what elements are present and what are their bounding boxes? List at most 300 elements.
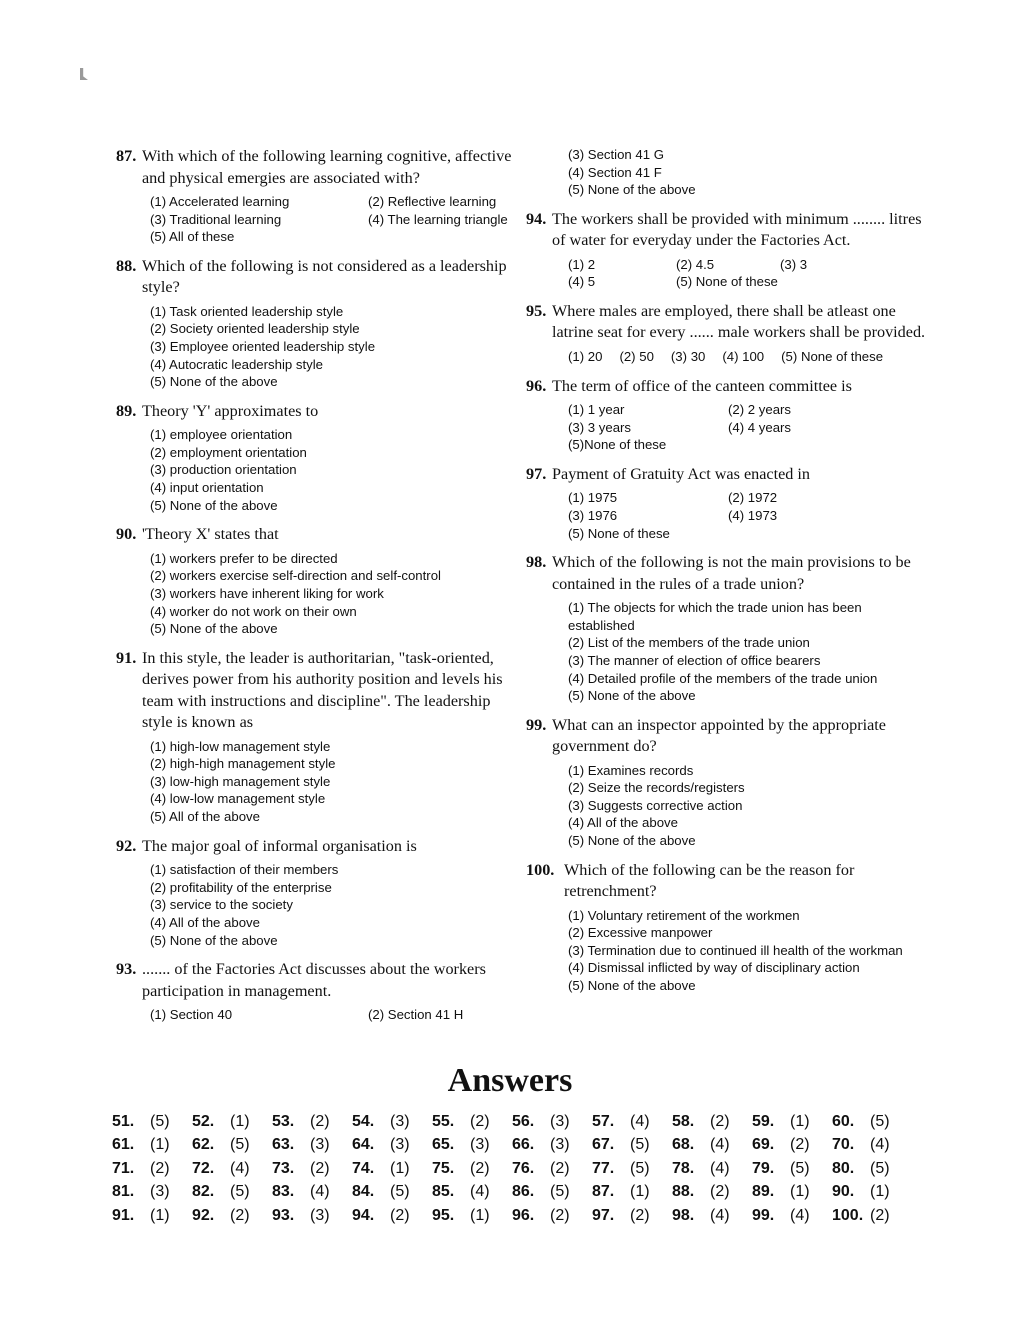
answer-question-number: 73. [272, 1159, 295, 1177]
answer-question-number: 63. [272, 1136, 295, 1154]
answer-question-number: 59. [752, 1112, 775, 1130]
option-2: (2) List of the members of the trade union [568, 635, 810, 651]
answer-cell [192, 1160, 272, 1178]
question-header [116, 524, 514, 546]
answer-cell [832, 1207, 912, 1225]
answer-question-number: 99. [752, 1206, 775, 1224]
question-text: Payment of Gratuity Act was enacted in [552, 464, 811, 483]
answer-question-number: 58. [672, 1112, 695, 1130]
answer-value: (2) [550, 1206, 570, 1224]
question-number: 89. [116, 401, 137, 420]
answer-cell [352, 1113, 432, 1131]
answer-question-number: 100. [832, 1206, 864, 1224]
answer-question-number: 90. [832, 1183, 855, 1201]
answer-cell [272, 1160, 352, 1178]
answer-options [150, 1006, 514, 1024]
answer-cell [672, 1113, 752, 1131]
answer-cell [192, 1183, 272, 1201]
answer-value: (2) [470, 1159, 490, 1177]
answer-value: (4) [630, 1112, 650, 1130]
answer-value: (5) [230, 1136, 250, 1154]
answer-value: (2) [150, 1159, 170, 1177]
answer-cell [432, 1136, 512, 1154]
option-2: (2) Society oriented leadership style [150, 321, 360, 337]
option-2: (2) workers exercise self-direction and self-control [150, 568, 441, 584]
option-5: (5) None of the above [150, 932, 278, 948]
answer-row [112, 1204, 912, 1228]
answer-question-number: 64. [352, 1136, 375, 1154]
question-header [526, 301, 926, 344]
question-text: In this style, the leader is authoritarian, "task-oriented, derives power from his authority position and levels his team with instructions and discipline". The leadership style is known as [142, 648, 503, 732]
option-3: (3) service to the society [150, 897, 293, 913]
answer-cell [512, 1160, 592, 1178]
answer-value: (2) [550, 1159, 570, 1177]
question-header [116, 836, 514, 858]
answer-question-number: 69. [752, 1136, 775, 1154]
answer-question-number: 65. [432, 1136, 455, 1154]
answer-cell [592, 1136, 672, 1154]
question-number: 90. [116, 525, 137, 544]
answer-value: (3) [390, 1112, 410, 1130]
answer-value: (3) [550, 1112, 570, 1130]
question-text: Which of the following is not the main provisions to be contained in the rules of a trade union? [552, 553, 911, 593]
answer-value: (2) [710, 1183, 730, 1201]
option-4: (4) Dismissal inflicted by way of disciplinary action [568, 960, 860, 976]
question-header [116, 146, 514, 189]
question-number: 92. [116, 836, 137, 855]
answer-cell [112, 1136, 192, 1154]
answer-options [150, 193, 514, 246]
option-3: (3) Traditional learning [150, 211, 282, 227]
answer-options [150, 550, 514, 638]
answer-cell [672, 1160, 752, 1178]
answer-value: (3) [390, 1136, 410, 1154]
option-4: (4) input orientation [150, 480, 264, 496]
question-text: 'Theory X' states that [142, 525, 279, 544]
question-text: Which of the following is not considered as a leadership style? [142, 256, 507, 297]
question-header [526, 376, 926, 398]
option-5: (5) None of the above [568, 833, 696, 849]
option-4: (4) 4 years [728, 419, 792, 435]
question-93 [116, 959, 514, 1024]
question-number: 87. [116, 147, 137, 165]
answer-question-number: 62. [192, 1136, 215, 1154]
answer-value: (5) [870, 1112, 890, 1130]
answer-cell [112, 1113, 192, 1131]
option-2: (2) Section 41 H [368, 1007, 464, 1023]
question-header [116, 648, 514, 734]
option-4: (4) 100 [722, 348, 765, 364]
question-92 [116, 836, 514, 949]
answer-value: (2) [390, 1206, 410, 1224]
question-100 [526, 860, 926, 995]
option-3: (3) Suggests corrective action [568, 797, 743, 813]
question-text: Which of the following can be the reason for retrenchment? [564, 860, 855, 901]
option-3: (3) production orientation [150, 462, 297, 478]
answer-cell [512, 1183, 592, 1201]
answer-value: (1) [390, 1159, 410, 1177]
answer-key-grid [112, 1110, 912, 1228]
answer-value: (5) [630, 1136, 650, 1154]
option-5: (5) None of these [781, 348, 884, 364]
option-3: (3) Section 41 G [568, 147, 665, 162]
answer-cell [832, 1160, 912, 1178]
question-88 [116, 256, 514, 391]
question-number: 98. [526, 553, 547, 572]
answer-value: (5) [390, 1183, 410, 1201]
answer-value: (4) [470, 1183, 490, 1201]
option-5: (5) None of the above [568, 182, 696, 198]
answer-value: (4) [710, 1159, 730, 1177]
answer-cell [832, 1113, 912, 1131]
answer-value: (4) [710, 1136, 730, 1154]
answer-row [112, 1134, 912, 1158]
question-header [526, 209, 926, 252]
option-1: (1) Accelerated learning [150, 194, 290, 209]
option-3: (3) 30 [670, 348, 706, 364]
answer-question-number: 74. [352, 1159, 375, 1177]
answer-options [568, 762, 926, 850]
answer-question-number: 55. [432, 1112, 455, 1130]
answer-options [568, 907, 926, 995]
option-3: (3) workers have inherent liking for work [150, 585, 384, 601]
option-5: (5) None of the above [568, 688, 696, 704]
question-text: Theory 'Y' approximates to [142, 401, 319, 420]
option-5: (5) None of these [568, 525, 670, 541]
answer-cell [112, 1160, 192, 1178]
answer-cell [752, 1113, 832, 1131]
answer-value: (4) [310, 1183, 330, 1201]
answer-question-number: 83. [272, 1183, 295, 1201]
option-3: (3) 3 years [568, 419, 632, 435]
answer-value: (2) [790, 1136, 810, 1154]
answer-cell [192, 1113, 272, 1131]
question-number: 91. [116, 648, 137, 667]
option-1: (1) satisfaction of their members [150, 862, 339, 878]
question-text: The term of office of the canteen committee is [552, 376, 852, 395]
answer-question-number: 56. [512, 1112, 535, 1130]
answer-cell [752, 1207, 832, 1225]
option-5: (5)None of these [568, 437, 667, 453]
option-3: (3) Termination due to continued ill health of the workman [568, 942, 903, 958]
answer-question-number: 88. [672, 1183, 695, 1201]
question-text: The major goal of informal organisation is [142, 836, 417, 855]
answer-question-number: 78. [672, 1159, 695, 1177]
option-5: (5) All of the above [150, 809, 260, 825]
answer-cell [832, 1183, 912, 1201]
answer-value: (3) [470, 1136, 490, 1154]
answer-cell [112, 1207, 192, 1225]
answer-question-number: 91. [112, 1206, 135, 1224]
answer-question-number: 70. [832, 1136, 855, 1154]
question-93-options-continued [568, 146, 926, 199]
question-text: What can an inspector appointed by the appropriate government do? [552, 715, 886, 756]
option-5: (5) None of the above [568, 978, 696, 994]
answer-cell [432, 1207, 512, 1225]
answer-value: (1) [230, 1112, 250, 1130]
option-4: (4) All of the above [568, 815, 678, 831]
answer-question-number: 81. [112, 1183, 135, 1201]
answer-cell [752, 1136, 832, 1154]
question-98 [526, 552, 926, 705]
answer-cell [512, 1136, 592, 1154]
question-header [526, 464, 926, 486]
option-1: (1) Examines records [568, 762, 694, 778]
answer-value: (3) [150, 1183, 170, 1201]
answer-cell [352, 1160, 432, 1178]
question-number: 100. [526, 860, 555, 879]
option-1: (1) Section 40 [150, 1007, 233, 1023]
answer-cell [272, 1207, 352, 1225]
answer-value: (1) [790, 1183, 810, 1201]
option-3: (3) The manner of election of office bearers [568, 652, 821, 668]
question-87 [116, 146, 514, 246]
scan-corner-mark [80, 68, 88, 80]
option-1: (1) Voluntary retirement of the workmen [568, 907, 800, 923]
option-2: (2) 1972 [728, 490, 778, 506]
answer-cell [672, 1183, 752, 1201]
answer-value: (1) [470, 1206, 490, 1224]
question-90 [116, 524, 514, 637]
option-4: (4) 1973 [728, 507, 778, 523]
option-2: (2) employment orientation [150, 444, 307, 460]
question-number: 95. [526, 301, 547, 320]
option-1: (1) The objects for which the trade union has been established [568, 600, 862, 633]
answer-options [568, 401, 926, 454]
answer-question-number: 95. [432, 1206, 455, 1224]
question-header [526, 860, 926, 903]
option-1: (1) Task oriented leadership style [150, 303, 344, 319]
answer-question-number: 87. [592, 1183, 615, 1201]
answer-row [112, 1181, 912, 1205]
option-1: (1) 1975 [568, 490, 618, 506]
option-2: (2) Excessive manpower [568, 925, 713, 941]
answer-cell [512, 1113, 592, 1131]
answer-value: (3) [310, 1136, 330, 1154]
answer-question-number: 96. [512, 1206, 535, 1224]
option-3: (3) low-high management style [150, 773, 331, 789]
option-3: (3) 1976 [568, 507, 618, 523]
answer-options [150, 426, 514, 514]
option-4: (4) Autocratic leadership style [150, 356, 323, 372]
answer-question-number: 53. [272, 1112, 295, 1130]
answer-cell [272, 1113, 352, 1131]
answer-options [568, 256, 926, 291]
question-94 [526, 209, 926, 291]
answer-question-number: 67. [592, 1136, 615, 1154]
answer-cell [592, 1113, 672, 1131]
option-4: (4) low-low management style [150, 791, 326, 807]
answer-question-number: 77. [592, 1159, 615, 1177]
answer-options [568, 348, 926, 366]
answer-cell [352, 1207, 432, 1225]
option-2: (2) Seize the records/registers [568, 780, 745, 796]
option-2: (2) 50 [619, 348, 654, 364]
answer-question-number: 51. [112, 1112, 135, 1130]
question-number: 94. [526, 209, 547, 228]
option-2: (2) 4.5 [676, 256, 715, 272]
answer-cell [352, 1183, 432, 1201]
answer-question-number: 76. [512, 1159, 535, 1177]
answer-question-number: 68. [672, 1136, 695, 1154]
answer-value: (5) [870, 1159, 890, 1177]
answer-value: (4) [230, 1159, 250, 1177]
question-header [116, 959, 514, 1002]
answer-value: (1) [630, 1183, 650, 1201]
answer-value: (5) [630, 1159, 650, 1177]
option-5: (5) None of these [676, 274, 778, 290]
question-95 [526, 301, 926, 366]
answer-value: (2) [870, 1206, 890, 1224]
answer-question-number: 60. [832, 1112, 855, 1130]
answer-row [112, 1110, 912, 1134]
answer-value: (4) [870, 1136, 890, 1154]
answer-value: (3) [550, 1136, 570, 1154]
question-91 [116, 648, 514, 826]
option-1: (1) high-low management style [150, 738, 331, 754]
answer-question-number: 93. [272, 1206, 295, 1224]
answer-cell [432, 1113, 512, 1131]
answer-value: (5) [230, 1183, 250, 1201]
answer-cell [512, 1207, 592, 1225]
option-1: (1) 20 [568, 348, 603, 364]
answer-value: (2) [230, 1206, 250, 1224]
question-97 [526, 464, 926, 542]
answer-question-number: 61. [112, 1136, 135, 1154]
answer-question-number: 94. [352, 1206, 375, 1224]
option-4: (4) worker do not work on their own [150, 603, 357, 619]
question-number: 93. [116, 960, 137, 979]
answer-cell [112, 1183, 192, 1201]
answer-value: (1) [150, 1206, 170, 1224]
option-1: (1) employee orientation [150, 427, 293, 443]
answer-cell [272, 1183, 352, 1201]
option-4: (4) All of the above [150, 914, 260, 930]
answer-question-number: 98. [672, 1206, 695, 1224]
question-99 [526, 715, 926, 850]
option-2: (2) profitability of the enterprise [150, 879, 332, 895]
answer-options [568, 489, 926, 542]
answer-value: (2) [310, 1159, 330, 1177]
option-1: (1) 1 year [568, 402, 625, 418]
answer-cell [192, 1136, 272, 1154]
option-3: (3) Employee oriented leadership style [150, 338, 376, 354]
question-header [526, 552, 926, 595]
answer-question-number: 92. [192, 1206, 215, 1224]
answer-cell [672, 1207, 752, 1225]
option-3: (3) 3 [780, 256, 808, 272]
answer-cell [432, 1183, 512, 1201]
option-2: (2) 2 years [728, 402, 792, 418]
answer-options [150, 303, 514, 391]
answer-question-number: 97. [592, 1206, 615, 1224]
answer-value: (4) [790, 1206, 810, 1224]
option-5: (5) None of the above [150, 621, 278, 637]
answer-question-number: 82. [192, 1183, 215, 1201]
answer-question-number: 89. [752, 1183, 775, 1201]
question-header [116, 401, 514, 423]
question-89 [116, 401, 514, 514]
answer-options [150, 861, 514, 949]
answer-cell [352, 1136, 432, 1154]
question-number: 99. [526, 715, 547, 734]
question-text: The workers shall be provided with minimum ........ litres of water for everyday under the Factories Act. [552, 209, 922, 250]
answer-question-number: 66. [512, 1136, 535, 1154]
answer-value: (5) [790, 1159, 810, 1177]
answer-value: (1) [790, 1112, 810, 1130]
option-1: (1) 2 [568, 256, 596, 272]
option-4: (4) The learning triangle [368, 211, 508, 227]
answer-value: (2) [470, 1112, 490, 1130]
answer-cell [592, 1160, 672, 1178]
answer-cell [272, 1136, 352, 1154]
question-number: 96. [526, 376, 547, 395]
question-number: 88. [116, 256, 137, 275]
answer-question-number: 72. [192, 1159, 215, 1177]
answer-question-number: 71. [112, 1159, 135, 1177]
option-4: (4) Section 41 F [568, 164, 662, 180]
option-4: (4) Detailed profile of the members of the trade union [568, 670, 878, 686]
answer-value: (1) [870, 1183, 890, 1201]
answer-question-number: 84. [352, 1183, 375, 1201]
right-column [526, 146, 926, 1005]
option-5: (5) None of the above [150, 374, 278, 390]
answer-options [150, 738, 514, 826]
question-text: Where males are employed, there shall be atleast one latrine seat for every ...... male workers shall be provided. [552, 301, 926, 342]
option-1: (1) workers prefer to be directed [150, 550, 338, 566]
answer-question-number: 57. [592, 1112, 615, 1130]
answer-cell [592, 1207, 672, 1225]
answer-value: (2) [630, 1206, 650, 1224]
option-5: (5) All of these [150, 229, 235, 245]
answer-value: (4) [710, 1206, 730, 1224]
option-2: (2) Reflective learning [368, 194, 497, 209]
answer-cell [192, 1207, 272, 1225]
question-number: 97. [526, 464, 547, 483]
answers-heading: Answers [447, 1062, 573, 1099]
answer-cell [832, 1136, 912, 1154]
question-text: With which of the following learning cognitive, affective and physical emergies are associated with? [142, 147, 512, 187]
option-2: (2) high-high management style [150, 756, 336, 772]
option-4: (4) 5 [568, 274, 596, 290]
answer-cell [752, 1160, 832, 1178]
question-96 [526, 376, 926, 454]
answer-question-number: 80. [832, 1159, 855, 1177]
answer-cell [752, 1183, 832, 1201]
answer-options [568, 599, 926, 705]
answer-cell [592, 1183, 672, 1201]
answer-value: (5) [150, 1112, 170, 1130]
answer-question-number: 86. [512, 1183, 535, 1201]
answer-cell [672, 1136, 752, 1154]
answer-question-number: 52. [192, 1112, 215, 1130]
question-header [116, 256, 514, 299]
answer-value: (5) [550, 1183, 570, 1201]
answer-question-number: 79. [752, 1159, 775, 1177]
option-5: (5) None of the above [150, 497, 278, 513]
answer-question-number: 54. [352, 1112, 375, 1130]
answer-value: (2) [710, 1112, 730, 1130]
answer-row [112, 1157, 912, 1181]
question-text: ....... of the Factories Act discusses about the workers participation in management. [142, 960, 486, 1000]
answer-value: (3) [310, 1206, 330, 1224]
answer-question-number: 85. [432, 1183, 455, 1201]
answer-cell [432, 1160, 512, 1178]
answer-value: (1) [150, 1136, 170, 1154]
answer-value: (2) [310, 1112, 330, 1130]
question-header [526, 715, 926, 758]
left-column [116, 146, 514, 1034]
